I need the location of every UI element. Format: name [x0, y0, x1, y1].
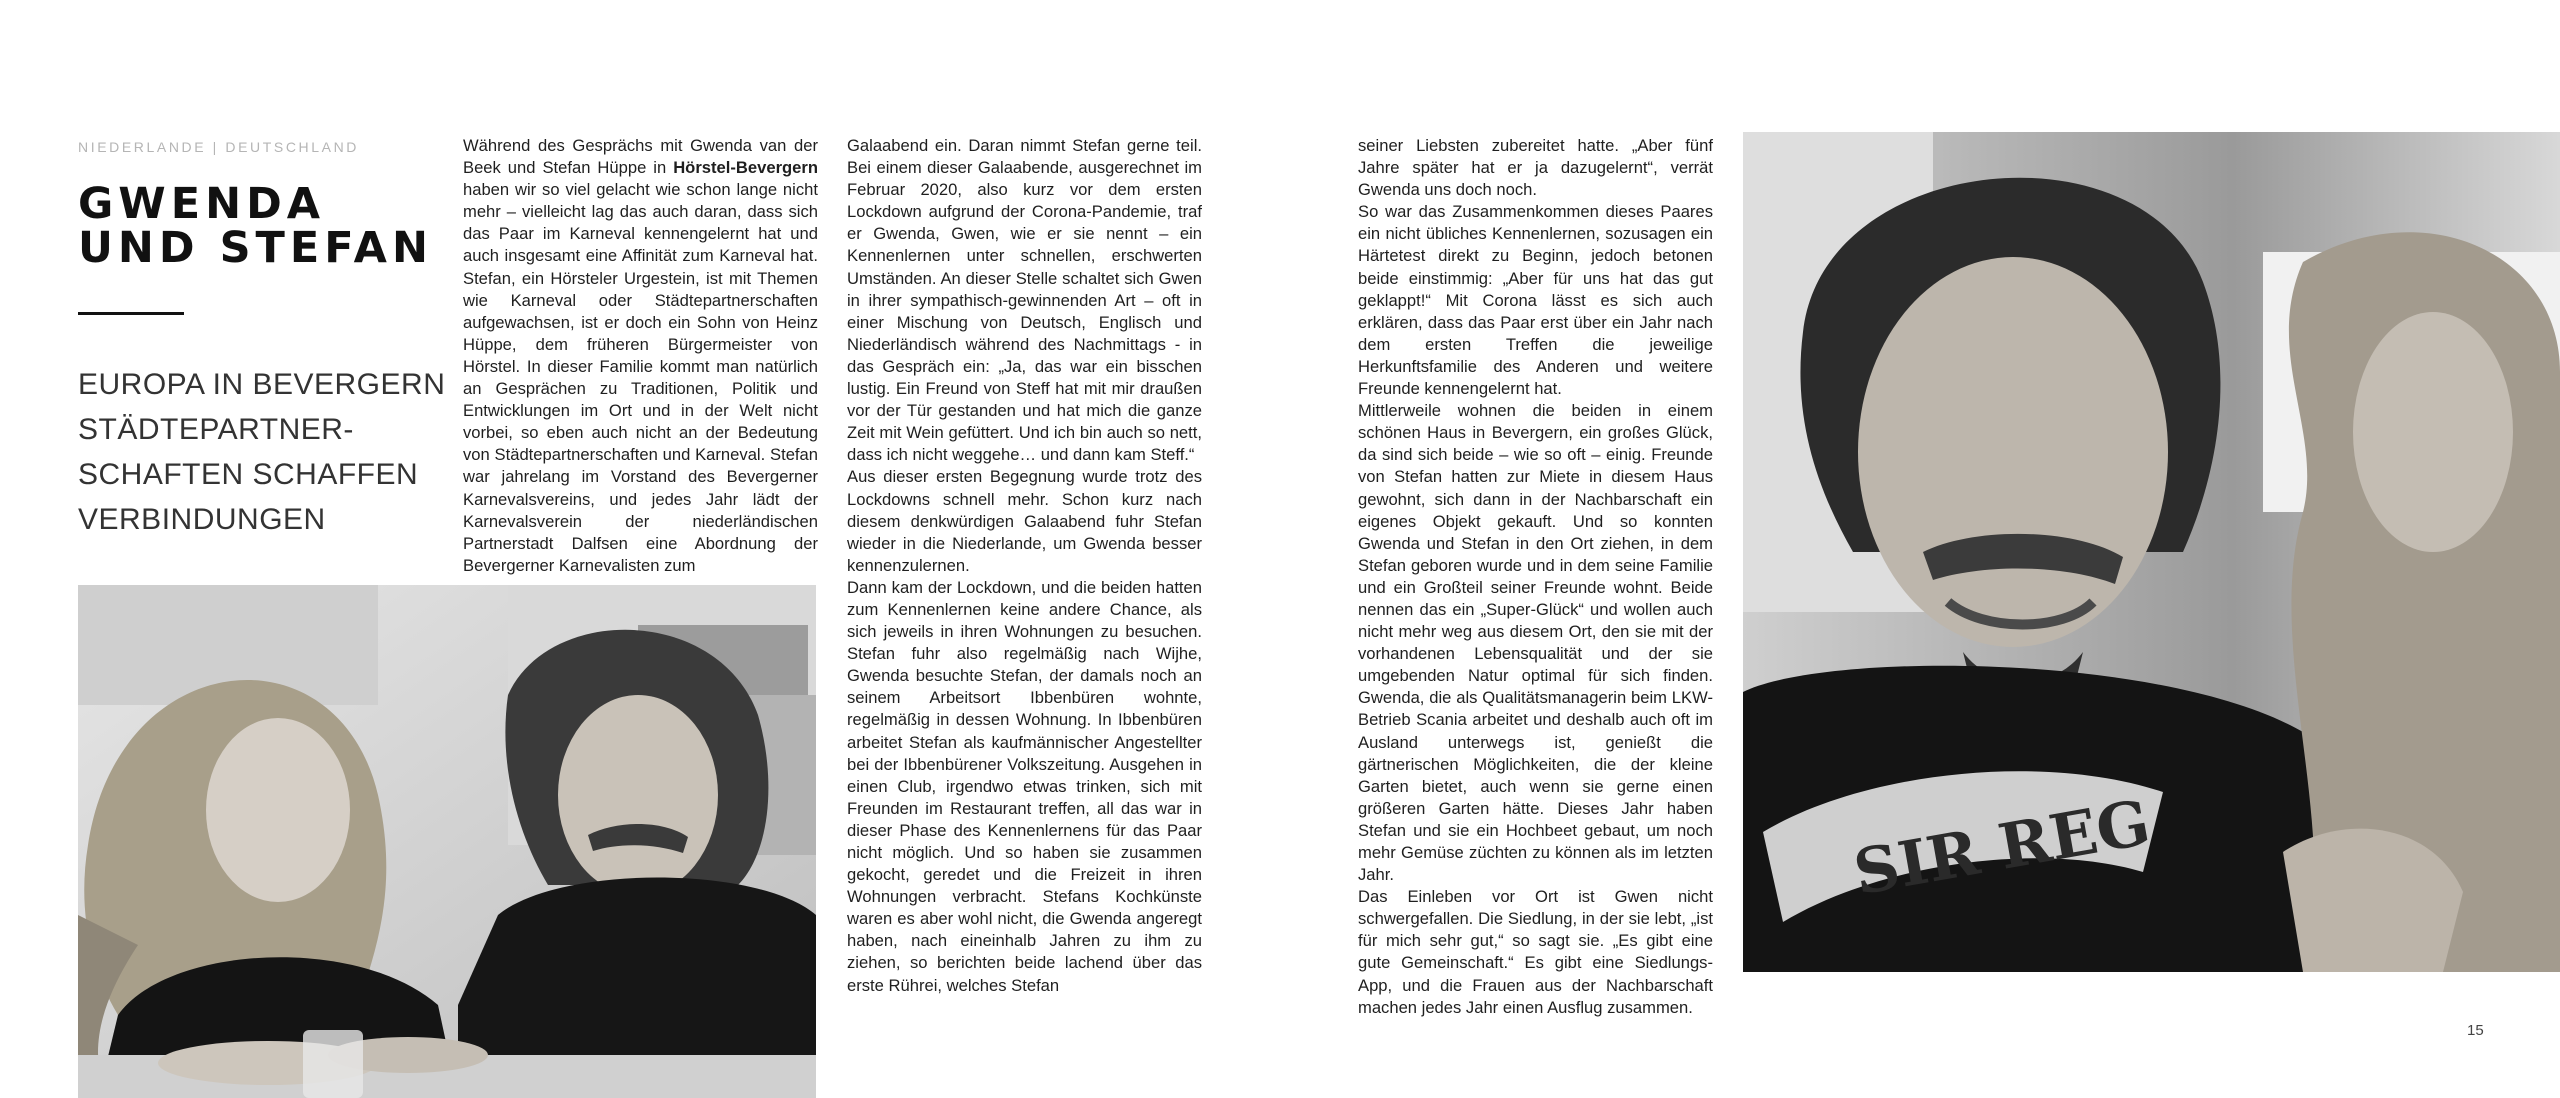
- paragraph: seiner Liebsten zubereitet hatte. „Aber fünf Jahre später hat er ja dazugelernt“, verrät Gwenda uns doch noch.: [1358, 136, 1713, 200]
- paragraph: Während des Gesprächs mit Gwenda van der Beek und Stefan Hüppe in Hörstel-Bevergern haben wir so viel gelacht wie schon lange nicht mehr – vielleicht lag das auch daran, dass sich das Paar im Karneval kennengelernt hat und auch insgesamt eine Affinität zum Karneval hat. Stefan, ein Hörsteler Urgestein, ist mit Themen wie Karneval oder Städtepartnerschaften aufgewachsen, ist er doch ein Sohn von Heinz Hüppe, dem früheren Bürgermeister von Hörstel. In dieser Familie kommt man natürlich an Gesprächen zu Traditionen, Politik und Entwicklungen im Ort und in der Welt nicht vorbei, so eben auch nicht an der Bedeutung von Städtepartnerschaften und Karneval. Stefan war jahrelang im Vorstand des Bevergerner Karnevalsvereins, und jedes Jahr lädt der Karnevalsverein der niederländischen Partnerstadt Dalfsen eine Abordnung der Bevergerner Karnevalisten zum: [463, 136, 818, 575]
- page-number: 15: [2467, 1022, 2484, 1039]
- couple-photo-left-image: [78, 585, 816, 1098]
- subtitle-line-2: STÄDTEPARTNER-: [78, 413, 354, 446]
- paragraph: Dann kam der Lockdown, und die beiden hatten zum Kennenlernen keine andere Chance, als sich jeweils in ihren Wohnungen zu besuchen. Stefan fuhr also regelmäßig nach Wijhe, Gwenda besuchte Stefan, der damals noch an seinem Arbeitsort Ibbenbüren wohnte, regelmäßig in dessen Wohnung. In Ibbenbüren arbeitet Stefan als kaufmännischer Angestellter bei der Ibbenbürener Volkszeitung. Ausgehen in einen Club, irgendwo etwas trinken, sich mit Freunden im Restaurant treffen, all das war in dieser Phase des Kennenlernens für das Paar nicht möglich. Und so haben sie zusammen gekocht, geredet und die Freizeit in ihren Wohnungen verbracht. Stefans Kochkünste waren es aber wohl nicht, die Gwenda angeregt haben, nach eineinhalb Jahren zu ihm zu ziehen, so berichten beide lachend über das erste Rührei, welches Stefan: [847, 577, 1202, 995]
- title-line-1: GWENDA: [78, 179, 326, 229]
- text-column-1: [463, 135, 818, 577]
- subtitle-line-1: EUROPA IN BEVERGERN: [78, 368, 446, 401]
- place-name-bold: Hörstel-Bevergern: [673, 158, 818, 178]
- paragraph: Mittlerweile wohnen die beiden in einem schönen Haus in Bevergern, ein großes Glück, da sind sich beide – wie so oft – einig. Freunde von Stefan hatten zur Miete in diesem Haus gewohnt, sich dann in der Nachbarschaft ein eigenes Objekt gekauft. Und so konnten Gwenda und Stefan in den Ort ziehen, in dem Stefan geboren wurde und in dem seine Familie und ein Großteil seiner Freunde wohnt. Beide nennen das ein „Super-Glück“ und wollen auch nicht mehr weg aus diesem Ort, den sie mit der vorhandenen Lebensqualität und der sie umgebenden Natur optimal für sich finden. Gwenda, die als Qualitätsmanagerin beim LKW-Betrieb Scania arbeitet und deshalb auch oft im Ausland unterwegs ist, genießt die gärtnerischen Möglichkeiten, die der kleine Garten bietet, auch wenn sie gerne einen größeren Garten hätte. Dieses Jahr haben Stefan und sie ein Hochbeet gebaut, um noch mehr Gemüse züchten zu können als im letzten Jahr.: [1358, 401, 1713, 885]
- paragraph: Galaabend ein. Daran nimmt Stefan gerne teil. Bei einem dieser Galaabende, ausgerechnet im Februar 2020, also kurz vor dem ersten Lockdown aufgrund der Corona-Pandemie, traf er Gwenda, Gwen, wie er sie nennt – ein Kennenlernen unter schnellen, erschwerten Umständen. An dieser Stelle schaltet sich Gwen in ihrer sympathisch-gewinnenden Art – oft in einer Mischung von Deutsch, Englisch und Niederländisch während des Nachmittags - in das Gespräch ein: „Ja, das war ein bisschen lustig. Ein Freund von Steff hat mit mir draußen vor der Tür gestanden und hat mich die ganze Zeit mit Wein gefüttert. Und ich bin auch so nett, dass ich nicht weggehe… und dann kam Steff.“: [847, 136, 1202, 465]
- title-line-2: UND STEFAN: [78, 223, 433, 273]
- couple-photo-left: [78, 585, 816, 1098]
- paragraph: So war das Zusammenkommen dieses Paares ein nicht übliches Kennenlernen, sozusagen ein Härtetest direkt zu Beginn, jedoch betonen beide einstimmig: „Aber für uns hat das gut geklappt!“ Mit Corona lässt es sich auch erklären, dass das Paar erst über ein Jahr nach dem ersten Treffen die jeweilige Herkunftsfamilie des Anderen und weitere Freunde kennengelernt hat.: [1358, 202, 1713, 399]
- couple-photo-right-image: [1743, 132, 2560, 972]
- shirt-print-text: SIR REG: [1848, 785, 2156, 910]
- article-subtitle: [78, 362, 445, 542]
- text-column-2: [847, 135, 1202, 997]
- couple-photo-right: [1743, 132, 2560, 972]
- title-divider: [78, 312, 184, 315]
- text-column-3: [1358, 135, 1713, 1019]
- section-kicker: NIEDERLANDE | DEUTSCHLAND: [78, 139, 360, 155]
- article-title: [78, 179, 433, 273]
- paragraph: Das Einleben vor Ort ist Gwen nicht schwergefallen. Die Siedlung, in der sie lebt, „ist für mich sehr gut,“ so sagt sie. „Es gibt eine gute Gemeinschaft.“ Es gibt eine Siedlungs-App, und die Frauen aus der Nachbarschaft machen jedes Jahr einen Ausflug zusammen.: [1358, 887, 1713, 1017]
- subtitle-line-4: VERBINDUNGEN: [78, 503, 326, 536]
- paragraph: Aus dieser ersten Begegnung wurde trotz des Lockdowns schnell mehr. Schon kurz nach diesem denkwürdigen Galaabend fuhr Stefan wieder in die Niederlande, um Gwenda besser kennenzulernen.: [847, 467, 1202, 575]
- subtitle-line-3: SCHAFTEN SCHAFFEN: [78, 458, 419, 491]
